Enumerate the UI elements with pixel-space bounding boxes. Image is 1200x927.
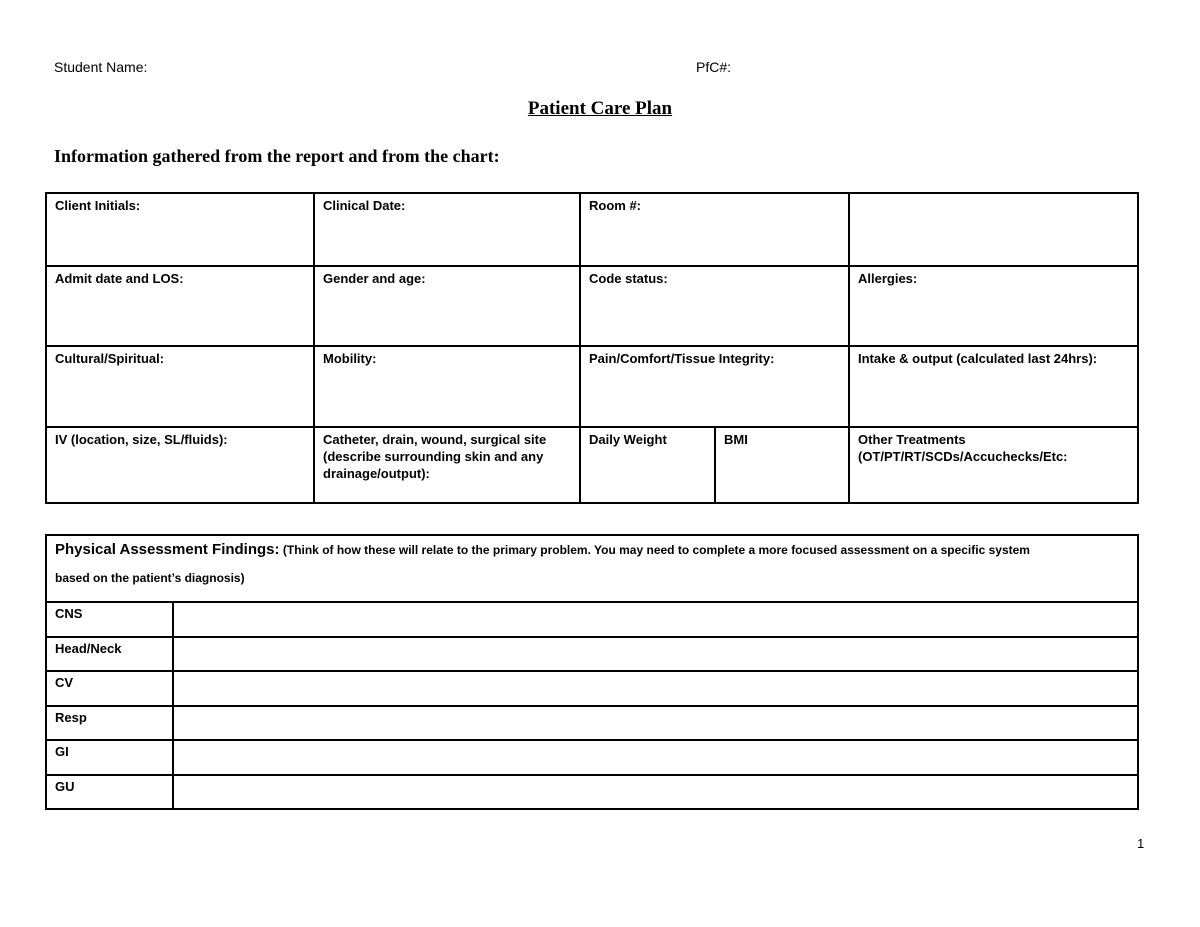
iv-cell[interactable] (46, 427, 314, 503)
bmi-cell[interactable] (715, 427, 849, 503)
catheter-label-line1: Catheter, drain, wound, surgical site (323, 432, 547, 447)
patient-info-table (45, 192, 1139, 504)
other-treatments-label-line1: Other Treatments (858, 432, 966, 447)
gender-age-cell[interactable] (314, 266, 580, 346)
allergies-cell[interactable] (849, 266, 1138, 346)
pfc-number-label: PfC#: (696, 59, 732, 75)
system-findings-gu[interactable] (173, 775, 1138, 809)
system-label-head-neck: Head/Neck (46, 637, 173, 671)
catheter-label-line3: drainage/output): (323, 466, 430, 481)
physical-assessment-heading: Physical Assessment Findings: (55, 541, 280, 558)
system-findings-cv[interactable] (173, 671, 1138, 706)
client-initials-label: Client Initials: (55, 198, 141, 213)
system-label-gu: GU (46, 775, 173, 809)
system-findings-resp[interactable] (173, 706, 1138, 740)
other-treatments-cell[interactable] (849, 427, 1138, 503)
daily-weight-label: Daily Weight (589, 432, 667, 447)
mobility-label: Mobility: (323, 351, 377, 366)
physical-assessment-table (45, 534, 1139, 810)
system-findings-head-neck[interactable] (173, 637, 1138, 671)
system-label-cv: CV (46, 671, 173, 706)
mobility-cell[interactable] (314, 346, 580, 427)
client-initials-cell[interactable] (46, 193, 314, 266)
system-label-resp: Resp (46, 706, 173, 740)
allergies-label: Allergies: (858, 271, 918, 286)
admit-date-cell[interactable] (46, 266, 314, 346)
page-title: Patient Care Plan (527, 98, 673, 119)
physical-assessment-description-line2: based on the patient’s diagnosis) (55, 571, 245, 585)
system-label-cns: CNS (46, 602, 173, 637)
admit-date-label: Admit date and LOS: (55, 271, 184, 286)
pain-comfort-label: Pain/Comfort/Tissue Integrity: (589, 351, 775, 366)
blank-cell[interactable] (849, 193, 1138, 266)
clinical-date-cell[interactable] (314, 193, 580, 266)
code-status-label: Code status: (589, 271, 668, 286)
other-treatments-label-line2: (OT/PT/RT/SCDs/Accuchecks/Etc: (858, 449, 1068, 464)
system-label-gi: GI (46, 740, 173, 775)
physical-assessment-description-line1: (Think of how these will relate to the primary problem. You may need to complete a more focused assessment on a specific system (279, 543, 1030, 557)
iv-label: IV (location, size, SL/fluids): (55, 432, 228, 447)
section-subtitle: Information gathered from the report and from the chart: (54, 146, 500, 166)
system-findings-cns[interactable] (173, 602, 1138, 637)
bmi-label: BMI (724, 432, 748, 447)
cultural-spiritual-label: Cultural/Spiritual: (55, 351, 165, 366)
page-number: 1 (1137, 836, 1145, 851)
gender-age-label: Gender and age: (323, 271, 426, 286)
catheter-cell[interactable] (314, 427, 580, 503)
intake-output-label: Intake & output (calculated last 24hrs): (858, 351, 1098, 366)
code-status-cell[interactable] (580, 266, 849, 346)
cultural-spiritual-cell[interactable] (46, 346, 314, 427)
physical-assessment-header (46, 535, 1138, 602)
clinical-date-label: Clinical Date: (323, 198, 406, 213)
student-name-label: Student Name: (54, 59, 148, 75)
pain-comfort-cell[interactable] (580, 346, 849, 427)
intake-output-cell[interactable] (849, 346, 1138, 427)
daily-weight-cell[interactable] (580, 427, 715, 503)
room-cell[interactable] (580, 193, 849, 266)
catheter-label-line2: (describe surrounding skin and any (323, 449, 544, 464)
system-findings-gi[interactable] (173, 740, 1138, 775)
room-label: Room #: (589, 198, 641, 213)
